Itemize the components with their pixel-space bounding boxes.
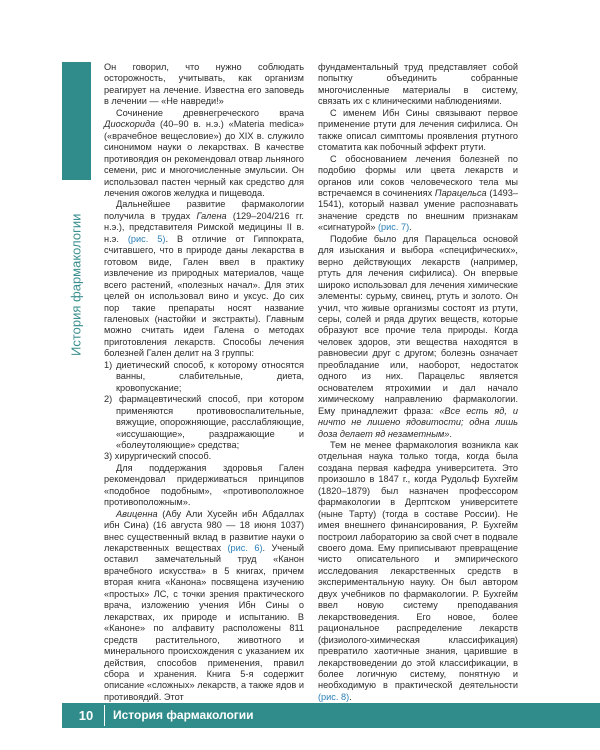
list-item: 2) фармацевтический способ, при котором применяются противовоспалительные, вяжущие, опорожняющие, расслабляющие, «иссушающие», раздражающие и «болеутоляющие» средства; <box>104 394 304 450</box>
paragraph: Для поддержания здоровья Гален рекомендовал придерживаться принципов «подобное подобным», «противоположное противоположным». <box>104 462 304 508</box>
chapter-side-label: История фармакологии <box>68 213 84 357</box>
paragraph-avicenna: Авиценна (Абу Али Хусейн ибн Абдаллах ибн Сина) (16 августа 980 — 18 июня 1037) внес существенный вклад в развитие науки о лекарственных веществах (рис. 6). Ученый оставил замечательный труд «Канон врачебного искусства» в 5 книгах, причем вторая книга «Канона» посвящена изучению «простых» ЛС, с точки зрения практического врача, изложению учения Ибн Сины о лекарствах, их природе и испытанию. В «Каноне» по алфавиту расположены 811 средств растительного, животного и минерального происхождения с указанием их действия, способов применения, правил сбора и хранения. Книга 5-я содержит описание «сложных» лекарств, а также ядов и противоядий. Этот <box>104 508 304 702</box>
paragraph-dioscorides: Сочинение древнегреческого врача Диоскорида (40–90 в. н.э.) «Materia medica» («врачебное вещесловие») до XIX в. служило синонимом науки о лекарствах. В качестве противоядия он рекомендовал отвар льняного семени, рис и многочисленные эмульсии. Он использовал пастен черный как средство для лечения ожогов желудка и пищевода. <box>104 107 304 198</box>
paragraph-paracelsus-quote: Подобие было для Парацельса основой для изыскания и выбора «специфических», верно действующих лекарств (например, ртуть для лечения сифилиса). Он впервые широко использовал для лечения химические элементы: сурьму, свинец, ртуть и золото. Он учил, что живые организмы состоят из ртути, серы, солей и ряда других веществ, которые образуют все прочие тела природы. Когда человек здоров, эти вещества находятся в равновесии друг с другом; болезнь означает преобладание или, наоборот, недостаток одного из них. Парацельс является основателем ятрохимии и дал начало химическому направлению фармакологии. Ему принадлежит фраза: «Все есть яд, и ничто не лишено ядовитости; одна лишь доза делает яд незаметным». <box>318 233 518 439</box>
chapter-tab-marker <box>62 62 91 180</box>
quote: «Все есть яд, и ничто не лишено ядовитости; одна лишь доза делает яд незаметным» <box>318 405 518 439</box>
person-name-dioscorides: Диоскорида <box>104 119 156 130</box>
paragraph: Он говорил, что нужно соблюдать осторожность, учитывать, как организм реагирует на лечение. Известна его заповедь в лечении — «Не навреди!» <box>104 62 304 107</box>
left-text-column <box>104 62 304 703</box>
paragraph: С именем Ибн Сины связывают первое применение ртути для лечения сифилиса. Он также описал симптомы проявления ртутного стоматита как побочный эффект ртути. <box>318 107 518 153</box>
running-footer-title: История фармакологии <box>113 708 254 722</box>
right-text-column <box>318 62 518 703</box>
paragraph-buchheim: Тем не менее фармакология возникла как отдельная наука только тогда, когда была создана первая кафедра университета. Это произошло в 1847 г., когда Рудольф Бухгейм (1820–1879) был назначен профессором фармакологии в Дерптском университете (ныне Тарту) (тогда в составе России). Не имея внешнего финансирования, Р. Бухгейм построил лабораторию за свой счет в подвале своего дома. Ему приписывают превращение чисто описательного и эмпирического исследования лекарственных средств в экспериментальную науку. Он был автором двух учебников по фармакологии. Р. Бухгейм ввел новую систему преподавания лекарствоведения. Его новое, более рациональное распределение лекарств (физиолого-химическая классификация) превратило хаотичные знания, царившие в лекарствоведении до этой классификации, в более логичную систему, понятную и необходимую в практической деятельности (рис. 8). <box>318 439 518 702</box>
figure-ref-6[interactable]: (рис. 6) <box>227 543 263 554</box>
paragraph-paracelsus: С обоснованием лечения болезней по подобию формы или цвета лекарств и органов или соков человеческого тела мы встречаемся в сочинениях Парацельса (1493–1541), который назвал умение распознавать значение средств по внешним признакам «сигнатурой» (рис. 7). <box>318 153 518 233</box>
person-name-avicenna: Авиценна <box>116 508 158 519</box>
treatment-methods-list <box>104 360 304 463</box>
person-name-paracelsus: Парацельса <box>434 187 487 198</box>
paragraph-galen: Дальнейшее развитие фармакологии получила в трудах Галена (129–204/216 гг. н.э.), представителя Римской медицины II в. н.э. (рис. 5). В отличие от Гиппократа, считавшего, что в природе даны лекарства в готовом виде, Гален ввел в практику извлечение из природных материалов, чаще всего растений, «полезных начал». Для этих целей он использовал вино и уксус. До сих пор такие препараты носят название галеновых (настойки и экстракты). Главным можно считать идеи Галена о методах приготовления лекарств. Способы лечения болезней Гален делит на 3 группы: <box>104 199 304 359</box>
list-item: 3) хирургический способ. <box>104 451 212 462</box>
figure-ref-5[interactable]: (рис. 5) <box>127 233 166 244</box>
footer-divider <box>104 705 105 726</box>
page-number: 10 <box>78 708 94 723</box>
paragraph: фундаментальный труд представляет собой попытку объединить собранные многочисленные материалы в систему, связать их с клиническими наблюдениями. <box>318 62 518 107</box>
list-item: 1) диетический способ, к которому относятся ванны, слабительные, диета, кровопускание; <box>104 359 304 393</box>
figure-ref-7[interactable]: (рис. 7) <box>377 222 410 233</box>
figure-ref-8[interactable]: (рис. 8) <box>318 691 350 702</box>
person-name-galen: Галена <box>196 210 227 221</box>
